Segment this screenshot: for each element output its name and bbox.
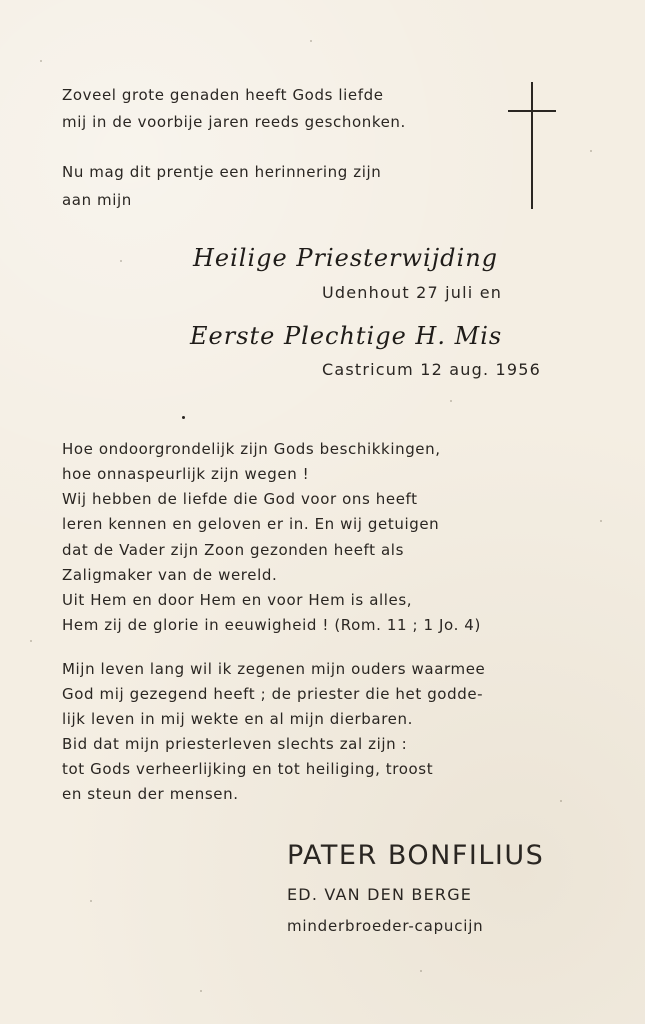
thanks-line-1: Mijn leven lang wil ik zegenen mijn ouders waarmee (62, 660, 486, 678)
thanks-line-2: God mij gezegend heeft ; de priester die het godde- (62, 685, 484, 703)
ordination-title: Heilige Priesterwijding (193, 244, 499, 272)
signature-civil-name: ED. VAN DEN BERGE (287, 885, 473, 904)
intro-line-3: Nu mag dit prentje een herinnering zijn (62, 163, 382, 181)
scripture-line-7: Uit Hem en door Hem en voor Hem is alles, (62, 591, 413, 609)
thanks-line-3: lijk leven in mij wekte en al mijn dierbaren. (62, 710, 413, 728)
scripture-line-3: Wij hebben de liefde die God voor ons heeft (62, 490, 418, 508)
thanks-line-5: tot Gods verheerlijking en tot heiliging, troost (62, 760, 434, 778)
signature-order: minderbroeder-capucijn (287, 917, 484, 935)
scripture-line-4: leren kennen en geloven er in. En wij getuigen (62, 515, 440, 533)
thanks-line-4: Bid dat mijn priesterleven slechts zal zijn : (62, 735, 408, 753)
scripture-line-6: Zaligmaker van de wereld. (62, 566, 278, 584)
scripture-line-8: Hem zij de glorie in eeuwigheid ! (Rom. 11 ; 1 Jo. 4) (62, 616, 481, 634)
intro-line-1: Zoveel grote genaden heeft Gods liefde (62, 86, 384, 104)
scripture-line-2: hoe onnaspeurlijk zijn wegen ! (62, 465, 310, 483)
first-mass-place-date: Castricum 12 aug. 1956 (322, 360, 542, 379)
thanks-line-6: en steun der mensen. (62, 785, 239, 803)
intro-line-2: mij in de voorbije jaren reeds geschonken. (62, 113, 406, 131)
scripture-line-1: Hoe ondoorgrondelijk zijn Gods beschikkingen, (62, 440, 441, 458)
ordination-place-date: Udenhout 27 juli en (322, 283, 503, 302)
first-mass-title: Eerste Plechtige H. Mis (190, 322, 503, 350)
scripture-line-5: dat de Vader zijn Zoon gezonden heeft als (62, 541, 404, 559)
signature-name: PATER BONFILIUS (287, 840, 545, 871)
intro-line-4: aan mijn (62, 191, 132, 209)
